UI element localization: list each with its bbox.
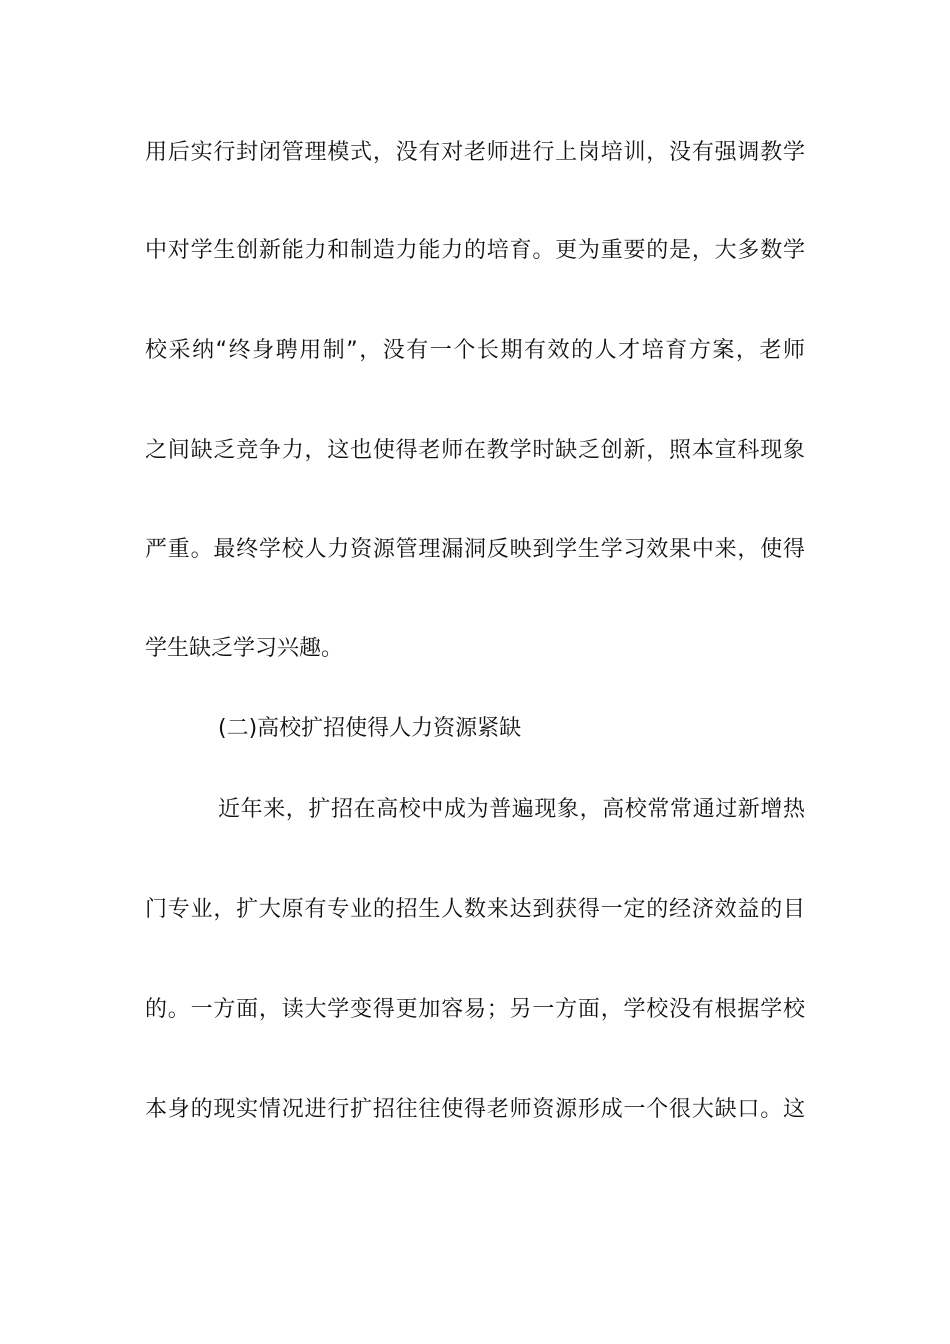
paragraph2-line-1: 近年来，扩招在高校中成为普遍现象，高校常常通过新增热	[218, 797, 805, 822]
section-heading: (二)高校扩招使得人力资源紧缺	[218, 716, 522, 741]
paragraph1-line-4: 之间缺乏竞争力，这也使得老师在教学时缺乏创新，照本宣科现象	[145, 438, 805, 463]
paragraph2-line-2: 门专业，扩大原有专业的招生人数来达到获得一定的经济效益的目	[145, 897, 805, 922]
paragraph1-line-5: 严重。最终学校人力资源管理漏洞反映到学生学习效果中来，使得	[145, 537, 805, 562]
paragraph2-line-4: 本身的现实情况进行扩招往往使得老师资源形成一个很大缺口。这	[145, 1097, 805, 1122]
paragraph1-line-3: 校采纳“终身聘用制”，没有一个长期有效的人才培育方案，老师	[145, 338, 805, 363]
paragraph2-line-3: 的。一方面，读大学变得更加容易；另一方面，学校没有根据学校	[145, 997, 805, 1022]
paragraph1-line-1: 用后实行封闭管理模式，没有对老师进行上岗培训，没有强调教学	[145, 140, 805, 165]
paragraph1-line-6: 学生缺乏学习兴趣。	[145, 636, 344, 661]
paragraph1-line-2: 中对学生创新能力和制造力能力的培育。更为重要的是，大多数学	[145, 238, 805, 263]
